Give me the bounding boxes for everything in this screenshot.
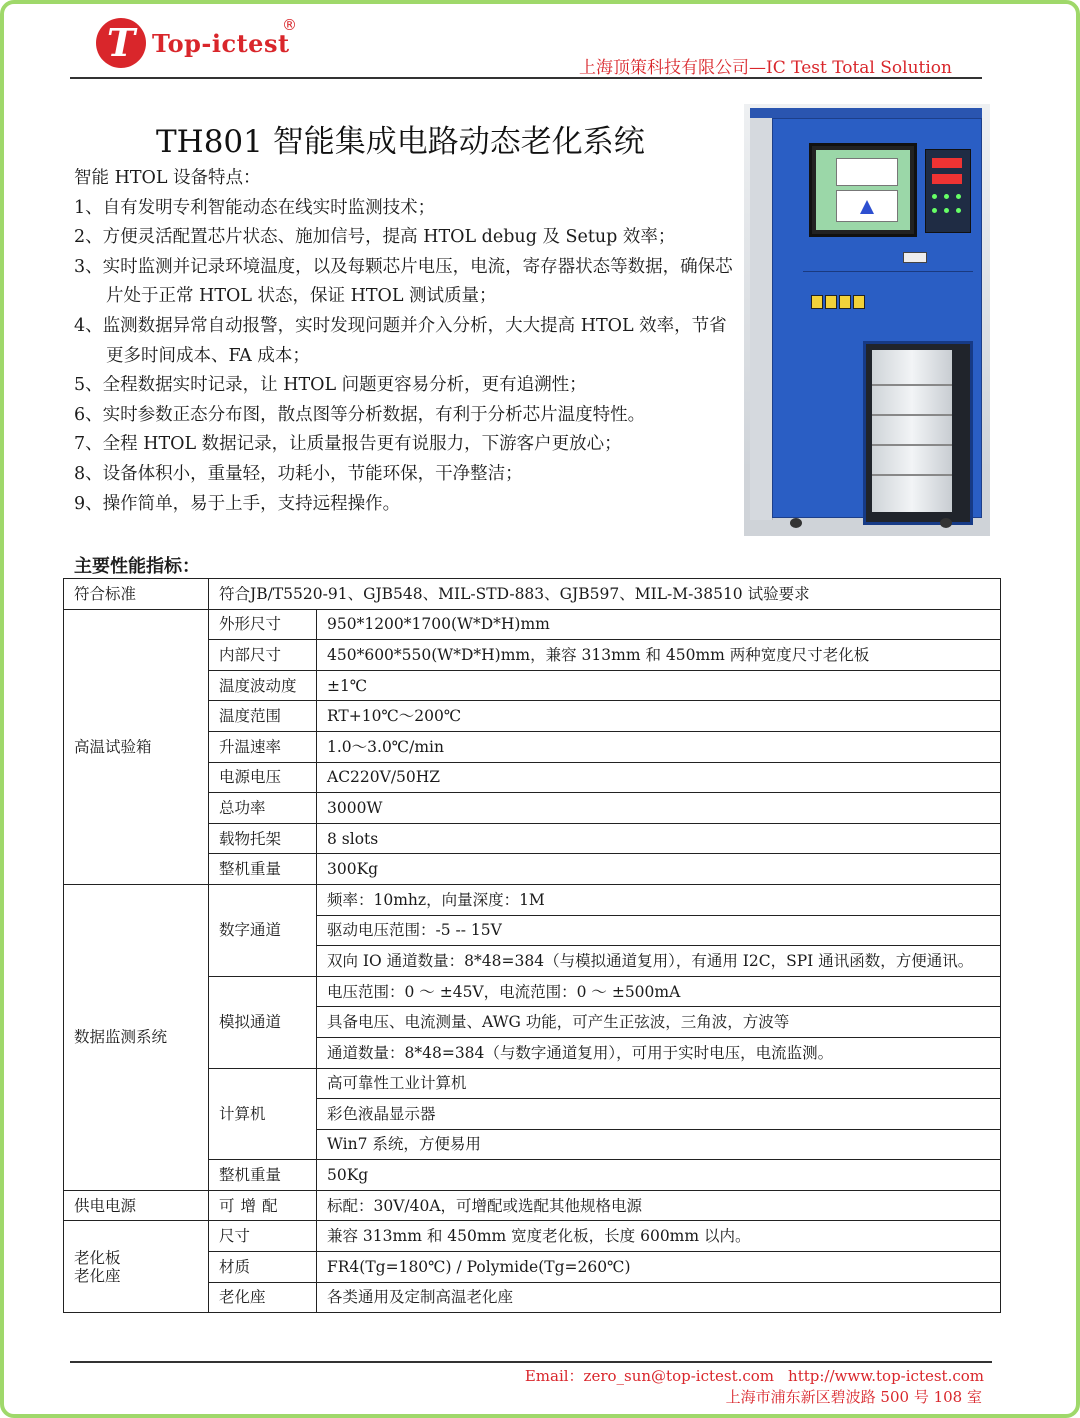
registered-mark: ® <box>282 16 297 34</box>
table-row <box>64 579 1001 610</box>
monitor-icon <box>809 143 917 237</box>
spec-value: FR4(Tg=180℃) / Polymide(Tg=260℃) <box>317 1252 1001 1283</box>
spec-value: 双向 IO 通道数量：8*48=384（与模拟通道复用），有通用 I2C，SPI 通讯函数，方便通讯。 <box>317 946 1001 977</box>
spec-value: 1.0～3.0℃/min <box>317 731 1001 762</box>
spec-group-label-board: 老化板 <box>74 1248 121 1267</box>
spec-group-label: 供电电源 <box>64 1190 209 1221</box>
header-divider <box>70 77 982 79</box>
footer-url[interactable]: http://www.top-ictest.com <box>788 1367 984 1385</box>
spec-value: 8 slots <box>317 823 1001 854</box>
spec-key: 温度范围 <box>209 701 317 732</box>
spec-value: 驱动电压范围：-5 -- 15V <box>317 915 1001 946</box>
specs-table <box>63 578 1001 1313</box>
feature-item: 5、全程数据实时记录，让 HTOL 问题更容易分析，更有追溯性； <box>74 375 587 396</box>
spec-value: 频率：10mhz，向量深度：1M <box>317 884 1001 915</box>
logo-mark-icon: T <box>96 18 146 68</box>
spec-group-label-socket: 老化座 <box>74 1266 121 1285</box>
spec-key: 老化座 <box>209 1282 317 1313</box>
company-tagline: 上海顶策科技有限公司—IC Test Total Solution <box>579 58 952 78</box>
feature-heading: 智能 HTOL 设备特点： <box>74 168 261 188</box>
footer-email: Email：zero_sun@top-ictest.com <box>524 1367 775 1385</box>
warning-label-icon <box>811 295 823 309</box>
spec-value: 标配：30V/40A，可增配或选配其他规格电源 <box>317 1190 1001 1221</box>
warning-label-icon <box>825 295 837 309</box>
table-row <box>64 609 1001 640</box>
footer-divider <box>70 1361 992 1363</box>
spec-key: 外形尺寸 <box>209 609 317 640</box>
feature-item: 1、自有发明专利智能动态在线实时监测技术； <box>74 197 436 218</box>
spec-value: 兼容 313mm 和 450mm 宽度老化板，长度 600mm 以内。 <box>317 1221 1001 1252</box>
spec-value: 电压范围：0 ～ ±45V，电流范围：0 ～ ±500mA <box>317 976 1001 1007</box>
table-row <box>64 1221 1001 1252</box>
feature-item: 8、设备体积小，重量轻，功耗小，节能环保，干净整洁； <box>74 463 523 484</box>
spec-key: 整机重量 <box>209 1160 317 1191</box>
spec-value: 通道数量：8*48=384（与数字通道复用），可用于实时电压，电流监测。 <box>317 1037 1001 1068</box>
spec-value: 450*600*550(W*D*H)mm，兼容 313mm 和 450mm 两种宽度尺寸老化板 <box>317 640 1001 671</box>
company-logo <box>96 16 297 68</box>
spec-value: 50Kg <box>317 1160 1001 1191</box>
spec-value: ±1℃ <box>317 670 1001 701</box>
warning-label-icon <box>853 295 865 309</box>
spec-key: 计算机 <box>209 1068 317 1160</box>
spec-value: RT+10℃～200℃ <box>317 701 1001 732</box>
spec-key: 升温速率 <box>209 731 317 762</box>
spec-value: 各类通用及定制高温老化座 <box>317 1282 1001 1313</box>
spec-key: 数字通道 <box>209 884 317 976</box>
table-row <box>64 884 1001 915</box>
spec-key: 整机重量 <box>209 854 317 885</box>
spec-value: 950*1200*1700(W*D*H)mm <box>317 609 1001 640</box>
feature-item: 9、操作简单，易于上手，支持远程操作。 <box>74 493 401 514</box>
spec-group-label: 数据监测系统 <box>64 884 209 1190</box>
spec-value: 彩色液晶显示器 <box>317 1099 1001 1130</box>
spec-key: 模拟通道 <box>209 976 317 1068</box>
chamber-window <box>863 341 973 525</box>
warning-label-icon <box>839 295 851 309</box>
feature-item: 7、全程 HTOL 数据记录，让质量报告更有说服力，下游客户更放心； <box>74 434 622 455</box>
feature-item: 2、方便灵活配置芯片状态、施加信号，提高 HTOL debug 及 Setup 效率； <box>74 227 676 248</box>
feature-list <box>74 164 734 519</box>
spec-value: 具备电压、电流测量、AWG 功能，可产生正弦波，三角波，方波等 <box>317 1007 1001 1038</box>
footer-address: 上海市浦东新区碧波路 500 号 108 室 <box>725 1388 982 1406</box>
specs-heading: 主要性能指标： <box>74 556 200 577</box>
footer-contact <box>525 1365 984 1386</box>
feature-item: 3、实时监测并记录环境温度，以及每颗芯片电压，电流，寄存器状态等数据，确保芯片处于正常 HTOL 状态，保证 HTOL 测试质量； <box>74 256 733 307</box>
spec-value: 符合JB/T5520-91、GJB548、MIL-STD-883、GJB597、MIL-M-38510 试验要求 <box>209 579 1001 610</box>
spec-key: 总功率 <box>209 793 317 824</box>
control-panel-icon <box>925 149 971 233</box>
spec-value: 高可靠性工业计算机 <box>317 1068 1001 1099</box>
spec-key: 电源电压 <box>209 762 317 793</box>
spec-value: Win7 系统，方便易用 <box>317 1129 1001 1160</box>
spec-value: 300Kg <box>317 854 1001 885</box>
burn-in-chamber-illustration <box>750 108 982 528</box>
spec-value: 3000W <box>317 793 1001 824</box>
logo-text: Top-ictest <box>152 28 290 58</box>
spec-group-label: 高温试验箱 <box>64 609 209 884</box>
spec-key: 可增配 <box>209 1190 317 1221</box>
spec-key: 尺寸 <box>209 1221 317 1252</box>
product-photo <box>744 104 990 536</box>
page-title: TH801 智能集成电路动态老化系统 <box>156 124 645 160</box>
feature-item: 4、监测数据异常自动报警，实时发现问题并介入分析，大大提高 HTOL 效率，节省更多时间成本、FA 成本； <box>74 315 727 366</box>
spec-group-label <box>64 1221 209 1313</box>
spec-key: 内部尺寸 <box>209 640 317 671</box>
spec-value: AC220V/50HZ <box>317 762 1001 793</box>
spec-key: 温度波动度 <box>209 670 317 701</box>
spec-key: 材质 <box>209 1252 317 1283</box>
table-row <box>64 1190 1001 1221</box>
spec-group-label: 符合标准 <box>64 579 209 610</box>
feature-item: 6、实时参数正态分布图，散点图等分析数据，有利于分析芯片温度特性。 <box>74 404 646 425</box>
spec-key: 载物托架 <box>209 823 317 854</box>
